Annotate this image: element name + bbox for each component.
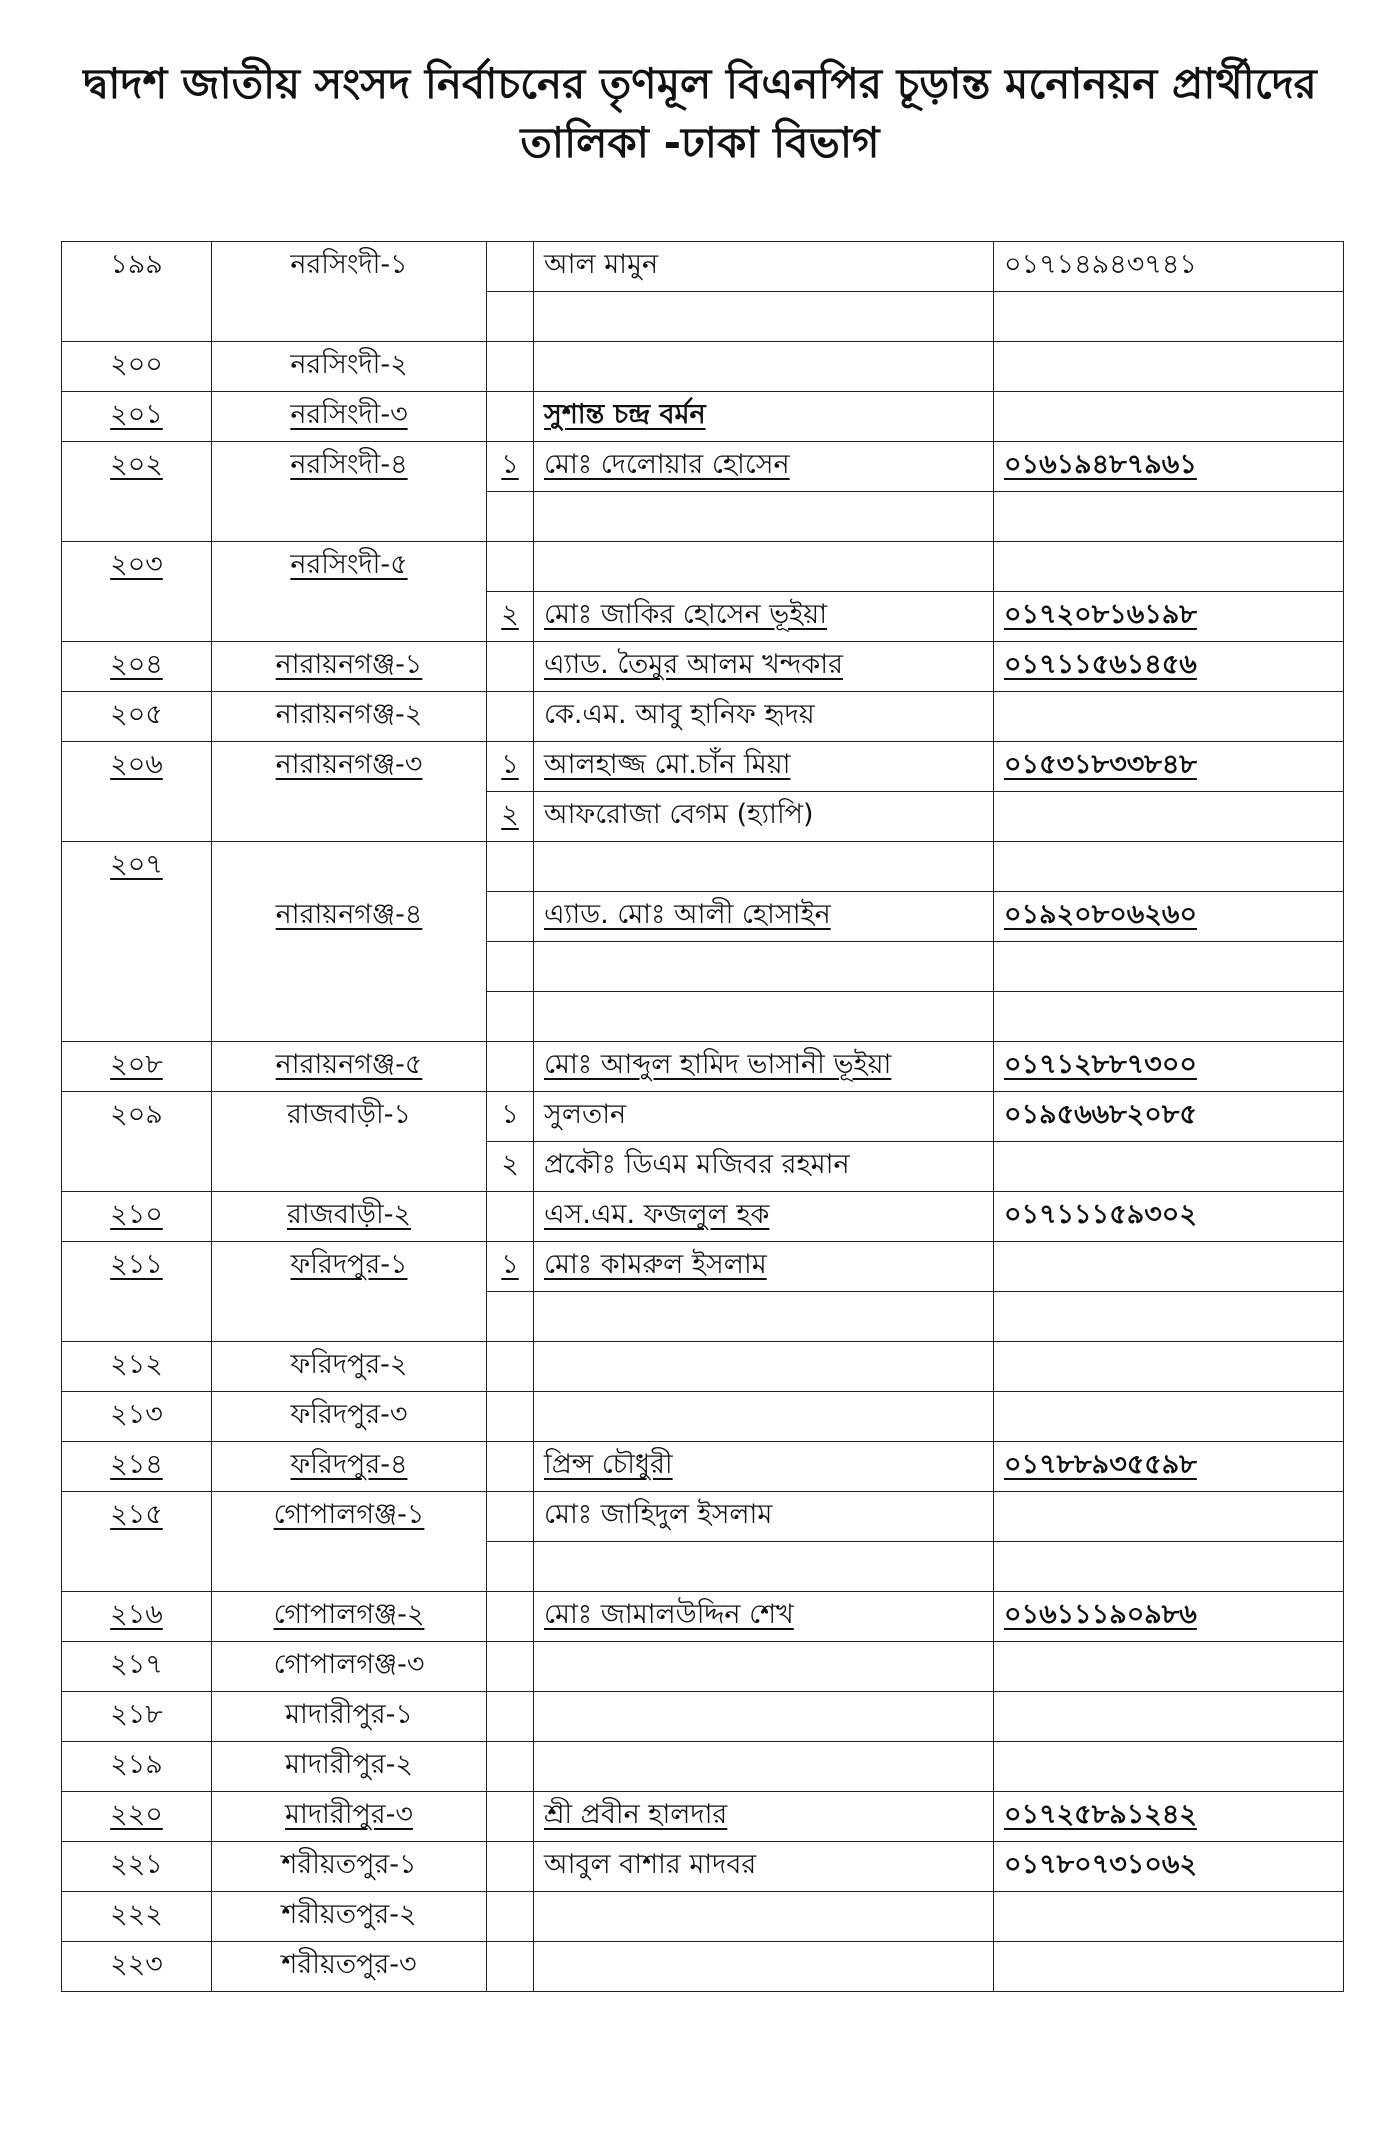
candidate-serial	[487, 1442, 534, 1492]
candidate-name	[534, 542, 994, 592]
constituency: শরীয়তপুর-২	[212, 1892, 487, 1942]
candidate-name	[534, 1342, 994, 1392]
constituency: নরসিংদী-৩	[290, 399, 408, 430]
constituency	[212, 842, 487, 892]
candidate-name	[534, 1692, 994, 1742]
phone-number: ০১৭৮৮৯৩৫৫৯৮	[1004, 1449, 1197, 1480]
phone-number	[994, 1142, 1344, 1192]
phone-number: ০১৭২৫৮৯১২৪২	[1004, 1799, 1197, 1830]
constituency: নারায়নগঞ্জ-৫	[275, 1049, 423, 1080]
phone-number	[994, 1692, 1344, 1742]
phone-number	[994, 1242, 1344, 1292]
title-line-1: দ্বাদশ জাতীয় সংসদ নির্বাচনের তৃণমূল বিএনপির চূড়ান্ত মনোনয়ন প্রার্থীদের	[83, 59, 1317, 108]
constituency: নারায়নগঞ্জ-২	[212, 692, 487, 742]
table-row	[62, 1492, 1344, 1542]
phone-number	[994, 492, 1344, 542]
candidate-name: প্রকৌঃ ডিএম মজিবর রহমান	[534, 1142, 994, 1192]
table-row	[62, 342, 1344, 392]
candidate-name	[534, 1392, 994, 1442]
candidate-serial	[487, 1392, 534, 1442]
candidate-serial: ২	[501, 799, 519, 830]
seat-number: ২০১	[110, 399, 163, 430]
seat-number: ২০৭	[110, 849, 163, 880]
candidate-serial: ১	[487, 1092, 534, 1142]
constituency: ফরিদপুর-১	[290, 1249, 408, 1280]
table-row	[62, 892, 1344, 942]
table-row	[62, 1392, 1344, 1442]
table-row	[62, 1042, 1344, 1092]
candidate-name	[534, 992, 994, 1042]
candidate-serial: ১	[501, 1249, 519, 1280]
table-row	[62, 1892, 1344, 1942]
candidate-serial	[487, 1292, 534, 1342]
candidate-serial	[487, 492, 534, 542]
candidate-name	[534, 292, 994, 342]
seat-number: ২১৫	[110, 1499, 163, 1530]
candidate-name	[534, 1642, 994, 1692]
seat-number: ২০০	[62, 342, 212, 392]
seat-number: ২০৫	[62, 692, 212, 742]
candidate-name: সুলতান	[534, 1092, 994, 1142]
phone-number: ০১৬১৯৪৮৭৯৬১	[1004, 449, 1197, 480]
candidate-name: আবুল বাশার মাদবর	[534, 1842, 994, 1892]
candidate-name: সুশান্ত চন্দ্র বর্মন	[544, 399, 706, 430]
phone-number	[994, 692, 1344, 742]
seat-number: ২০২	[110, 449, 163, 480]
phone-number	[994, 842, 1344, 892]
candidate-serial	[487, 842, 534, 892]
candidate-name: মোঃ দেলোয়ার হোসেন	[544, 449, 790, 480]
phone-number: ০১৭১১৫৬১৪৫৬	[1004, 649, 1197, 680]
candidate-serial	[487, 642, 534, 692]
constituency: ফরিদপুর-৪	[290, 1449, 408, 1480]
candidate-name: প্রিন্স চৌধুরী	[544, 1449, 673, 1480]
table-row	[62, 742, 1344, 792]
candidate-serial	[487, 942, 534, 992]
table-row	[62, 1442, 1344, 1492]
phone-number: ০১৭২০৮১৬১৯৮	[1004, 599, 1197, 630]
title-line-2: তালিকা -ঢাকা বিভাগ	[520, 117, 880, 167]
candidate-serial	[487, 1892, 534, 1942]
seat-number: ২০৬	[110, 749, 163, 780]
candidate-serial	[487, 992, 534, 1042]
candidate-serial	[487, 242, 534, 292]
phone-number	[994, 992, 1344, 1042]
phone-number: ০১৭১৪৯৪৩৭৪১	[994, 242, 1344, 292]
phone-number	[994, 1392, 1344, 1442]
constituency: রাজবাড়ী-২	[287, 1199, 411, 1230]
phone-number: ০১৫৩১৮৩৩৮৪৮	[1004, 749, 1197, 780]
candidate-serial: ১	[501, 449, 519, 480]
candidate-name: আল মামুন	[534, 242, 994, 292]
table-row	[62, 642, 1344, 692]
constituency: ফরিদপুর-৩	[212, 1392, 487, 1442]
page-title	[0, 55, 1400, 173]
candidate-name: মোঃ জামালউদ্দিন শেখ	[544, 1599, 794, 1630]
phone-number	[994, 1942, 1344, 1992]
table-row	[62, 1092, 1344, 1142]
phone-number	[994, 1492, 1344, 1542]
phone-number: ০১৬১১১৯০৯৮৬	[1004, 1599, 1197, 1630]
candidate-serial	[487, 1192, 534, 1242]
constituency: গোপালগঞ্জ-২	[273, 1599, 425, 1630]
constituency: মাদারীপুর-৩	[285, 1799, 413, 1830]
seat-number: ২১১	[110, 1249, 163, 1280]
seat-number: ২১৭	[62, 1642, 212, 1692]
constituency: গোপালগঞ্জ-৩	[212, 1642, 487, 1692]
table-row	[62, 1792, 1344, 1842]
phone-number: ০১৯৫৬৬৮২০৮৫	[994, 1092, 1344, 1142]
phone-number: ০১৯২০৮০৬২৬০	[1004, 899, 1198, 930]
constituency: নরসিংদী-৪	[290, 449, 408, 480]
phone-number	[994, 1292, 1344, 1342]
constituency: শরীয়তপুর-৩	[212, 1942, 487, 1992]
phone-number	[994, 1742, 1344, 1792]
phone-number: ০১৭১১১৫৯৩০২	[994, 1192, 1344, 1242]
seat-number: ২১৩	[62, 1392, 212, 1442]
seat-number: ২২০	[110, 1799, 163, 1830]
phone-number	[994, 392, 1344, 442]
candidate-serial	[487, 292, 534, 342]
candidate-serial	[487, 1042, 534, 1092]
table-row	[62, 692, 1344, 742]
candidate-serial	[487, 342, 534, 392]
candidate-serial	[487, 1592, 534, 1642]
candidate-name	[534, 492, 994, 542]
seat-number: ২১৮	[62, 1692, 212, 1742]
table-row	[62, 1642, 1344, 1692]
table-row	[62, 242, 1344, 292]
candidate-name	[534, 842, 994, 892]
candidate-serial	[487, 1542, 534, 1592]
candidate-serial	[487, 1492, 534, 1542]
candidate-serial	[487, 1642, 534, 1692]
constituency: গোপালগঞ্জ-১	[273, 1499, 425, 1530]
constituency: নরসিংদী-২	[212, 342, 487, 392]
candidate-name: মোঃ কামরুল ইসলাম	[544, 1249, 767, 1280]
candidate-name: মোঃ আব্দুল হামিদ ভাসানী ভূইয়া	[544, 1049, 892, 1080]
table-row	[62, 1942, 1344, 1992]
seat-number: ২১৪	[110, 1449, 163, 1480]
candidate-serial	[487, 1742, 534, 1792]
table-row	[62, 392, 1344, 442]
seat-number: ২১৯	[62, 1742, 212, 1792]
seat-number: ২১০	[110, 1199, 163, 1230]
candidate-name: আলহাজ্জ মো.চাঁন মিয়া	[544, 749, 791, 780]
candidate-name: শ্রী প্রবীন হালদার	[544, 1799, 728, 1830]
candidate-serial	[487, 542, 534, 592]
phone-number	[994, 1542, 1344, 1592]
table-row	[62, 542, 1344, 592]
seat-number: ২২২	[62, 1892, 212, 1942]
seat-number: ২০৮	[110, 1049, 163, 1080]
phone-number	[994, 342, 1344, 392]
candidate-serial: ২	[501, 599, 519, 630]
constituency: শরীয়তপুর-১	[212, 1842, 487, 1892]
table-row	[62, 1742, 1344, 1792]
candidate-name	[534, 1292, 994, 1342]
table-row	[62, 1592, 1344, 1642]
phone-number	[994, 1342, 1344, 1392]
seat-number: ২২১	[62, 1842, 212, 1892]
candidate-serial	[487, 1692, 534, 1742]
phone-number	[994, 792, 1344, 842]
constituency: নরসিংদী-৫	[290, 549, 408, 580]
candidate-serial	[487, 1842, 534, 1892]
constituency: মাদারীপুর-২	[212, 1742, 487, 1792]
phone-number	[994, 1642, 1344, 1692]
constituency: নারায়নগঞ্জ-৪	[275, 899, 423, 930]
candidate-serial	[487, 692, 534, 742]
candidate-serial	[487, 1792, 534, 1842]
seat-number: ২২৩	[62, 1942, 212, 1992]
constituency: মাদারীপুর-১	[212, 1692, 487, 1742]
phone-number: ০১৭৮০৭৩১০৬২	[994, 1842, 1344, 1892]
candidate-name: এ্যাড. মোঃ আলী হোসাইন	[544, 899, 831, 930]
candidate-serial	[487, 392, 534, 442]
nominee-table	[61, 241, 1344, 1992]
candidate-serial	[487, 1942, 534, 1992]
phone-number	[994, 1892, 1344, 1942]
table-row	[62, 842, 1344, 892]
nominee-table-body	[62, 242, 1344, 1992]
constituency: নরসিংদী-১	[212, 242, 487, 342]
table-row	[62, 1242, 1344, 1292]
table-row	[62, 442, 1344, 492]
candidate-name	[534, 1892, 994, 1942]
candidate-name: মোঃ জাহিদুল ইসলাম	[534, 1492, 994, 1542]
constituency: ফরিদপুর-২	[212, 1342, 487, 1392]
table-row	[62, 1192, 1344, 1242]
constituency: রাজবাড়ী-১	[212, 1092, 487, 1192]
constituency: নারায়নগঞ্জ-১	[275, 649, 423, 680]
table-row	[62, 1842, 1344, 1892]
table-row	[62, 1342, 1344, 1392]
candidate-name: কে.এম. আবু হানিফ হৃদয়	[534, 692, 994, 742]
phone-number: ০১৭১২৮৮৭৩০০	[1004, 1049, 1197, 1080]
candidate-name: আফরোজা বেগম (হ্যাপি)	[534, 792, 994, 842]
candidate-name	[534, 1542, 994, 1592]
seat-number: ২১২	[62, 1342, 212, 1392]
candidate-name: মোঃ জাকির হোসেন ভূইয়া	[544, 599, 828, 630]
seat-number: ২০৪	[110, 649, 163, 680]
candidate-name	[534, 1742, 994, 1792]
candidate-name: এস.এম. ফজলুল হক	[544, 1199, 770, 1230]
seat-number: ২০৯	[62, 1092, 212, 1192]
phone-number	[994, 292, 1344, 342]
candidate-serial	[487, 892, 534, 942]
candidate-serial: ২	[487, 1142, 534, 1192]
seat-number: ২১৬	[110, 1599, 163, 1630]
candidate-name	[534, 1942, 994, 1992]
constituency: নারায়নগঞ্জ-৩	[275, 749, 423, 780]
candidate-serial: ১	[501, 749, 519, 780]
seat-number: ২০৩	[110, 549, 163, 580]
candidate-name	[534, 342, 994, 392]
phone-number	[994, 942, 1344, 992]
seat-number: ১৯৯	[62, 242, 212, 342]
candidate-name: এ্যাড. তৈমুর আলম খন্দকার	[544, 649, 843, 680]
phone-number	[994, 542, 1344, 592]
table-row	[62, 1692, 1344, 1742]
candidate-serial	[487, 1342, 534, 1392]
candidate-name	[534, 942, 994, 992]
